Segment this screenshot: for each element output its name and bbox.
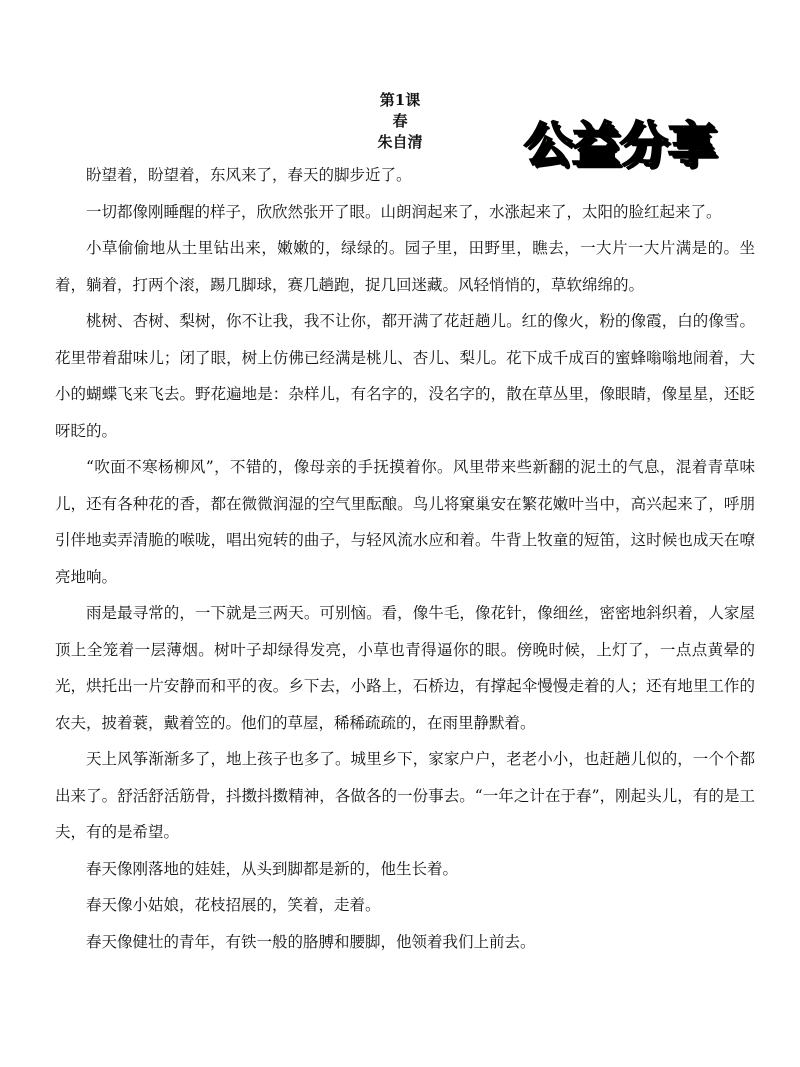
paragraph: 桃树、杏树、梨树，你不让我，我不让你，都开满了花赶趟儿。红的像火，粉的像霞，白的像雪。花里带着甜味儿；闭了眼，树上仿佛已经满是桃儿、杏儿、梨儿。花下成千成百的蜜蜂嗡嗡地闹着，大小的蝴蝶飞来飞去。野花遍地是：杂样儿，有名字的，没名字的，散在草丛里，像眼睛，像星星，还眨呀眨的。 xyxy=(55,312,755,440)
paragraph: 春天像健壮的青年，有铁一般的胳膊和腰脚，他领着我们上前去。 xyxy=(86,932,536,951)
paragraph: 盼望着，盼望着，东风来了，春天的脚步近了。 xyxy=(86,166,412,184)
paragraph: 春天像小姑娘，花枝招展的，笑着，走着。 xyxy=(86,896,381,914)
paragraph: 天上风筝渐渐多了，地上孩子也多了。城里乡下，家家户户，老老小小，也赶趟儿似的，一个个都出来了。舒活舒活筋骨，抖擞抖擞精神，各做各的一份事去。“一年之计在于春”，刚起头儿，有的是工夫，有的是希望。 xyxy=(55,750,755,841)
paragraph: 一切都像刚睡醒的样子，欣欣然张开了眼。山朗润起来了，水涨起来了，太阳的脸红起来了。 xyxy=(86,202,722,221)
essay-body xyxy=(55,157,755,960)
paragraph: 春天像刚落地的娃娃，从头到脚都是新的，他生长着。 xyxy=(86,859,459,878)
paragraph: 小草偷偷地从土里钻出来，嫩嫩的，绿绿的。园子里，田野里，瞧去，一大片一大片满是的。坐着，躺着，打两个滚，踢几脚球，赛几趟跑，捉几回迷藏。风轻悄悄的，草软绵绵的。 xyxy=(55,239,755,294)
paragraph: 雨是最寻常的，一下就是三两天。可别恼。看，像牛毛，像花针，像细丝，密密地斜织着，人家屋顶上全笼着一层薄烟。树叶子却绿得发亮，小草也青得逼你的眼。傍晚时候，上灯了，一点点黄晕的光，烘托出一片安静而和平的夜。乡下去，小路上，石桥边，有撑起伞慢慢走着的人；还有地里工作的农夫，披着蓑，戴着笠的。他们的草屋，稀稀疏疏的，在雨里静默着。 xyxy=(55,604,755,732)
essay-title: 春 xyxy=(392,112,408,130)
share-stamp-label: 公益分享 xyxy=(524,117,717,173)
lesson-number: 第1课 xyxy=(379,91,421,109)
author-name: 朱自清 xyxy=(377,133,423,151)
paragraph: “吹面不寒杨柳风”，不错的，像母亲的手抚摸着你。风里带来些新翻的泥土的气息，混着青草味儿，还有各种花的香，都在微微润湿的空气里酝酿。鸟儿将窠巢安在繁花嫩叶当中，高兴起来了，呼朋引伴地卖弄清脆的喉咙，唱出宛转的曲子，与轻风流水应和着。牛背上牧童的短笛，这时候也成天在嘹亮地响。 xyxy=(55,458,755,586)
